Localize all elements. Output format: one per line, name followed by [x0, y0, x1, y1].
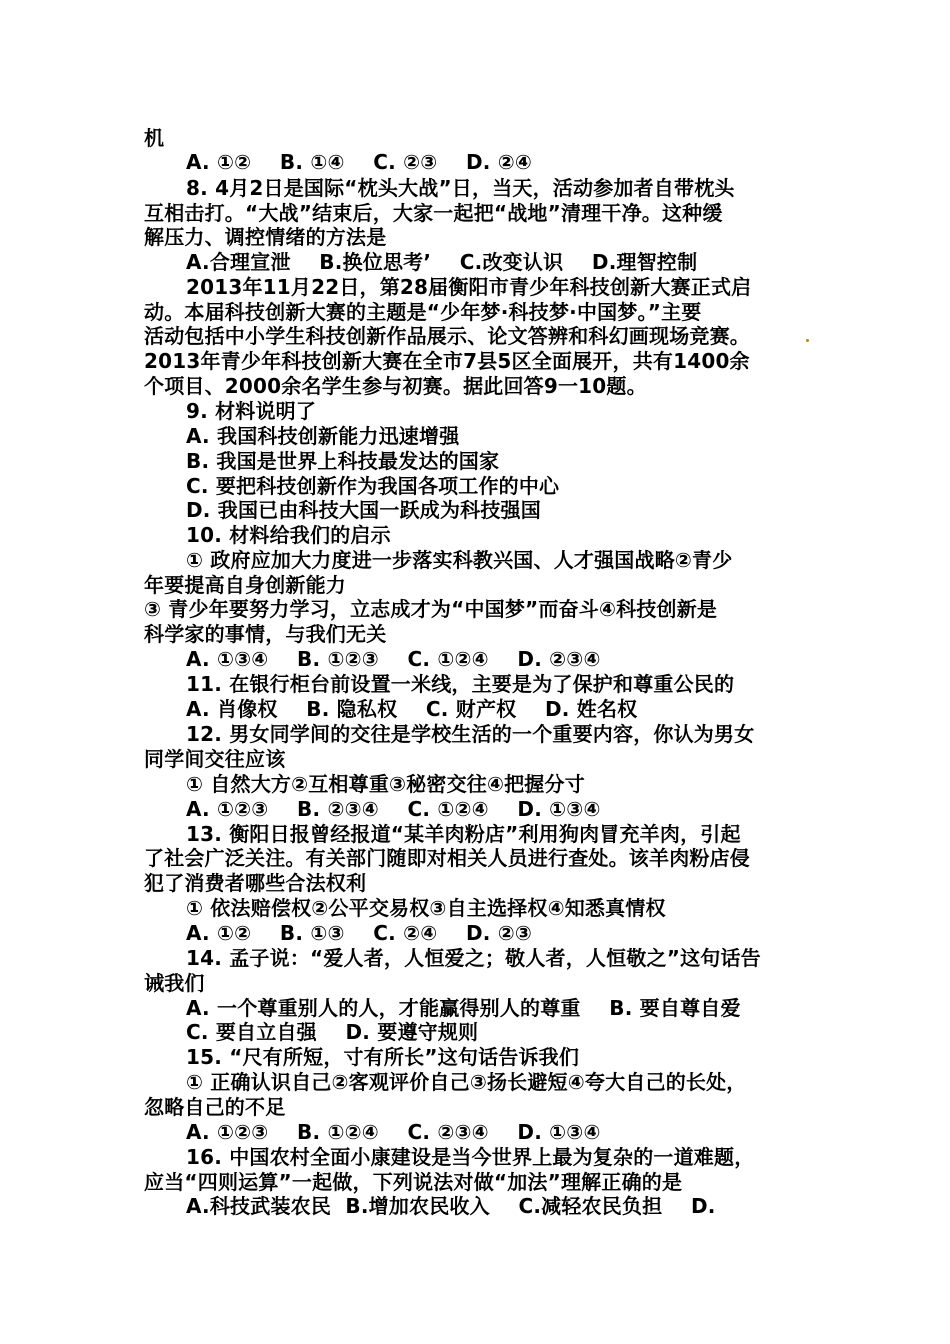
text-line: 活动包括中小学生科技创新作品展示、论文答辨和科幻画现场竞赛。	[144, 324, 750, 348]
answer-options: A. 一个尊重别人的人，才能赢得别人的尊重 B. 要自尊自爱	[186, 996, 741, 1020]
answer-options: A. ①②③ B. ①②④ C. ②③④ D. ①③④	[186, 1120, 601, 1144]
text-line: 忽略自己的不足	[144, 1095, 286, 1119]
text-line: 了社会广泛关注。有关部门随即对相关人员进行查处。该羊肉粉店侵	[144, 846, 750, 870]
statement-line: ③ 青少年要努力学习，立志成才为“中国梦”而奋斗④科技创新是	[144, 597, 718, 621]
answer-options: A. 肖像权 B. 隐私权 C. 财产权 D. 姓名权	[186, 697, 638, 721]
answer-option-c: C. 要把科技创新作为我国各项工作的中心	[186, 474, 560, 498]
text-line: 2013年青少年科技创新大赛在全市7县5区全面展开，共有1400余	[144, 349, 750, 373]
text-line: 科学家的事情，与我们无关	[144, 622, 387, 646]
answer-options: A.科技武装农民 B.增加农民收入 C.减轻农民负担 D.	[186, 1194, 716, 1218]
answer-options: A. ①② B. ①④ C. ②③ D. ②④	[186, 150, 533, 174]
text-line: 年要提高自身创新能力	[144, 573, 346, 597]
text-line: 犯了消费者哪些合法权利	[144, 871, 367, 895]
answer-option-d: D. 我国已由科技大国一跃成为科技强国	[186, 498, 541, 522]
question-13: 13. 衡阳日报曾经报道“某羊肉粉店”利用狗肉冒充羊肉，引起	[186, 822, 741, 846]
statement-line: ① 自然大方②互相尊重③秘密交往④把握分寸	[186, 772, 585, 796]
material-paragraph: 2013年11月22日，第28届衡阳市青少年科技创新大赛正式启	[186, 275, 752, 299]
text-line: 互相击打。“大战”结束后，大家一起把“战地”清理干净。这种缓	[144, 201, 723, 225]
text-line: 动。本届科技创新大赛的主题是“少年梦·科技梦·中国梦。”主要	[144, 300, 702, 324]
text-line: 机	[144, 126, 165, 150]
answer-options: A. ①②③ B. ②③④ C. ①②④ D. ①③④	[186, 797, 601, 821]
text-line: 解压力、调控情绪的方法是	[144, 225, 387, 249]
text-line: 个项目、2000余名学生参与初赛。据此回答9一10题。	[144, 374, 647, 398]
answer-options: A.合理宣泄 B.换位思考’ C.改变认识 D.理智控制	[186, 250, 698, 274]
answer-options: A. ①② B. ①③ C. ②④ D. ②③	[186, 921, 533, 945]
answer-options: C. 要自立自强 D. 要遵守规则	[186, 1020, 479, 1044]
text-line: 应当“四则运算”一起做，下列说法对做“加法”理解正确的是	[144, 1170, 683, 1194]
statement-line: ① 正确认识自己②客观评价自己③扬长避短④夸大自己的长处，	[186, 1070, 747, 1094]
question-8: 8. 4月2日是国际“枕头大战”日，当天，活动参加者自带枕头	[186, 176, 735, 200]
statement-line: ① 政府应加大力度进一步落实科教兴国、人才强国战略②青少	[186, 548, 733, 572]
answer-options: A. ①③④ B. ①②③ C. ①②④ D. ②③④	[186, 647, 601, 671]
question-12: 12. 男女同学间的交往是学校生活的一个重要内容，你认为男女	[186, 722, 755, 746]
question-11: 11. 在银行柜台前设置一米线，主要是为了保护和尊重公民的	[186, 672, 735, 696]
question-15: 15. “尺有所短，寸有所长”这句话告诉我们	[186, 1045, 580, 1069]
question-10: 10. 材料给我们的启示	[186, 523, 391, 547]
answer-option-b: B. 我国是世界上科技最发达的国家	[186, 449, 500, 473]
stray-dot	[806, 339, 809, 342]
question-9: 9. 材料说明了	[186, 399, 317, 423]
question-16: 16. 中国农村全面小康建设是当今世界上最为复杂的一道难题，	[186, 1145, 755, 1169]
answer-option-a: A. 我国科技创新能力迅速增强	[186, 424, 460, 448]
question-14: 14. 孟子说：“爱人者，人恒爱之；敬人者，人恒敬之”这句话告	[186, 946, 761, 970]
text-line: 诫我们	[144, 971, 205, 995]
text-line: 同学间交往应该	[144, 747, 286, 771]
statement-line: ① 依法赔偿权②公平交易权③自主选择权④知悉真情权	[186, 896, 666, 920]
